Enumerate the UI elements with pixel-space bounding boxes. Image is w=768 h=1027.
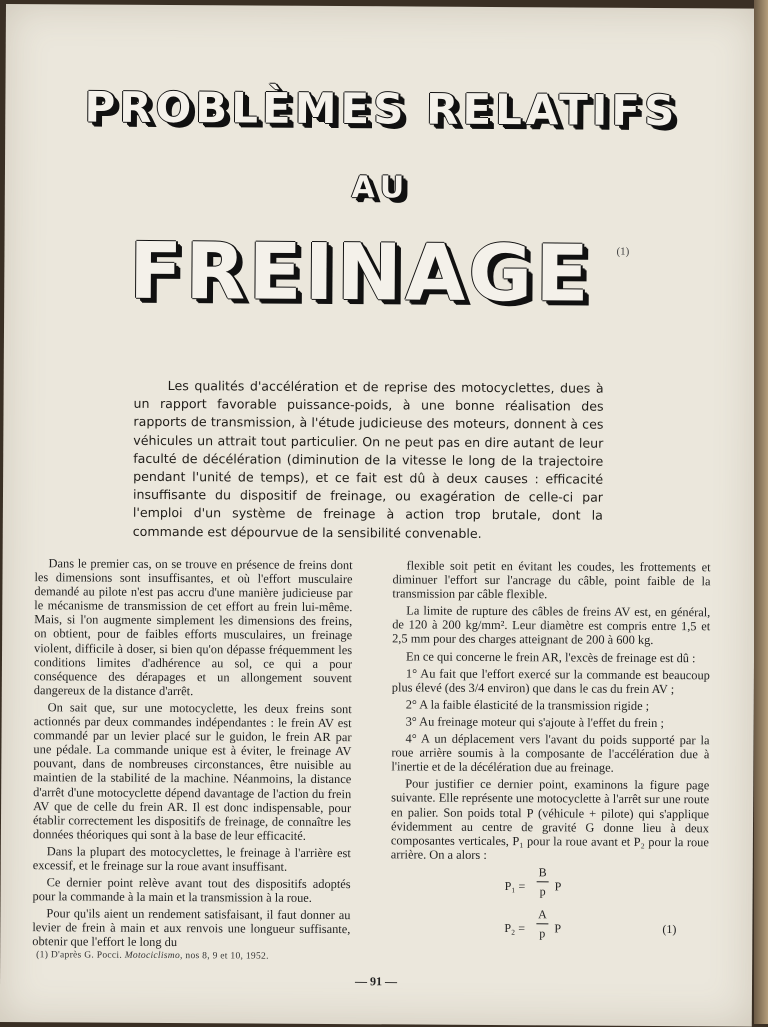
right-paragraph: flexible soit petit en évitant les coudes, les frottements et diminuer l'effort sur l'ancrage du câble, point faible de la transmission par câble flexible. [392,558,711,602]
footnote-prefix: (1) D'après G. Pocci. [36,950,123,961]
right-paragraph: La limite de rupture des câbles de freins AV est, en général, de 120 à 200 kg/mm². Leur diamètre est compris entre 1,5 et 2,5 mm pour des charges atteignant de 200 à 600 kg. [392,603,711,648]
fraction-denominator: p [539,926,546,941]
right-paragraph: Pour justifier ce dernier point, examinons la figure page suivante. Elle représente une motocyclette à l'arrêt sur une route en palier. Son poids total P (véhicule + pilote) qui s'applique évidemment au centre de gravité G donne lieu à deux composantes verticales, P₁ pour la roue avant et P₂ pour la roue arrière. On a alors : [390,776,710,862]
page-number: — 91 — [354,974,398,989]
right-paragraph: 2° A la faible élasticité de la transmission rigide ; [405,697,650,713]
equation-fraction [537,865,549,898]
equation-2 [390,906,708,950]
left-paragraph: Dans la plupart des motocyclettes, le freinage à l'arrière est excessif, et le freinage sur la roue avant insuffisant. [32,844,351,874]
equation-fraction [536,907,548,940]
fraction-denominator: p [539,884,546,899]
title-line-1: PROBLÈMES RELATIFS [84,82,679,136]
equation-lhs: P₂ = [504,920,526,936]
left-column [32,556,352,953]
fraction-numerator: B [538,865,547,880]
left-paragraph: On sait que, sur une motocyclette, les deux freins sont actionnés par deux commandes indépendantes : le frein AV est commandé par un levier placé sur le guidon, le frein AR par une pédale. La commande unique est à éviter, le freinage AV pouvant, dans de nombreuses circonstances, être nuisible au maintien de la stabilité de la machine. Néanmoins, la distance d'arrêt d'une motocyclette dépend davantage de l'action du frein AV que de celle du frein AR. Il est donc indispensable, pour établir correctement les dispositifs de freinage, de connaître les données théoriques qui sont à la base de leur efficacité. [32,700,352,843]
right-paragraph: 3° Au freinage moteur qui s'ajoute à l'effet du frein ; [405,714,664,730]
title-line-2: AU [351,170,411,206]
footnote-journal: Motociclismo, [124,950,183,962]
fraction-bar [537,881,549,882]
document-page [0,4,758,1027]
equation-number: (1) [662,921,677,936]
left-paragraph: Pour qu'ils aient un rendement satisfaisant, il faut donner au levier de frein à main et aux renvois une longueur suffisante, obtenir que l'effort le long du [32,906,351,950]
equation-lhs: P₁ = [504,878,526,894]
footnote [36,950,269,961]
fraction-bar [536,923,548,924]
left-paragraph: Ce dernier point relève avant tout des dispositifs adoptés pour la commande à la main et la transmission à la roue. [32,875,351,906]
right-paragraph: 4° A un déplacement vers l'avant du poids supporté par la roue arrière soumis à la composante de l'accélération due à l'inertie et de la décélération due au freinage. [391,731,710,775]
left-paragraph: Dans le premier cas, on se trouve en présence de freins dont les dimensions sont insuffisantes, et où l'effort musculaire demandé au pilote n'est pas accru d'une manière judicieuse par le mécanisme de transmission de cet effort au frein lui-même. Mais, si l'on augmente simplement les dimensions des freins, on obtient, pour de faibles efforts musculaires, un freinage violent, difficile à doser, si bien qu'on dépasse fréquemment les conditions limites d'adhérence au sol, ce qui a pour conséquence des dérapages et un allongement souvent dangereux de la distance d'arrêt. [33,556,353,699]
equation-rhs: P [554,921,562,936]
equation-1 [390,864,708,908]
page-edge [754,0,768,1024]
equation-rhs: P [554,879,562,894]
intro-paragraph: Les qualités d'accélération et de reprise des motocyclettes, dues à un rapport favorable puissance-poids, à une bonne réalisation des rapports de transmission, à l'étude judicieuse des moteurs, donnent à ces véhicules un attrait tout particulier. On ne peut pas en dire autant de leur faculté de décélération (diminution de la vitesse le long de la trajectoire pendant l'unité de temps), et ce fait est dû à deux causes : efficacité insuffisante du dispositif de freinage, ou exagération de celle-ci par l'emploi d'un système de freinage à action trop brutale, dont la commande est dépourvue de la sensibilité convenable. [132,377,604,541]
footnote-suffix: nos 8, 9 et 10, 1952. [185,951,269,962]
right-paragraph: En ce qui concerne le frein AR, l'excès de freinage est dû : [405,649,696,665]
fraction-numerator: A [538,907,547,922]
title-footnote-marker: (1) [616,245,630,258]
title-line-3: FREINAGE [128,226,592,320]
right-column [390,558,710,950]
right-paragraph: 1° Au fait que l'effort exercé sur la commande est beaucoup plus élevé (des 3/4 environ) que dans le cas du frein AV ; [391,666,710,696]
